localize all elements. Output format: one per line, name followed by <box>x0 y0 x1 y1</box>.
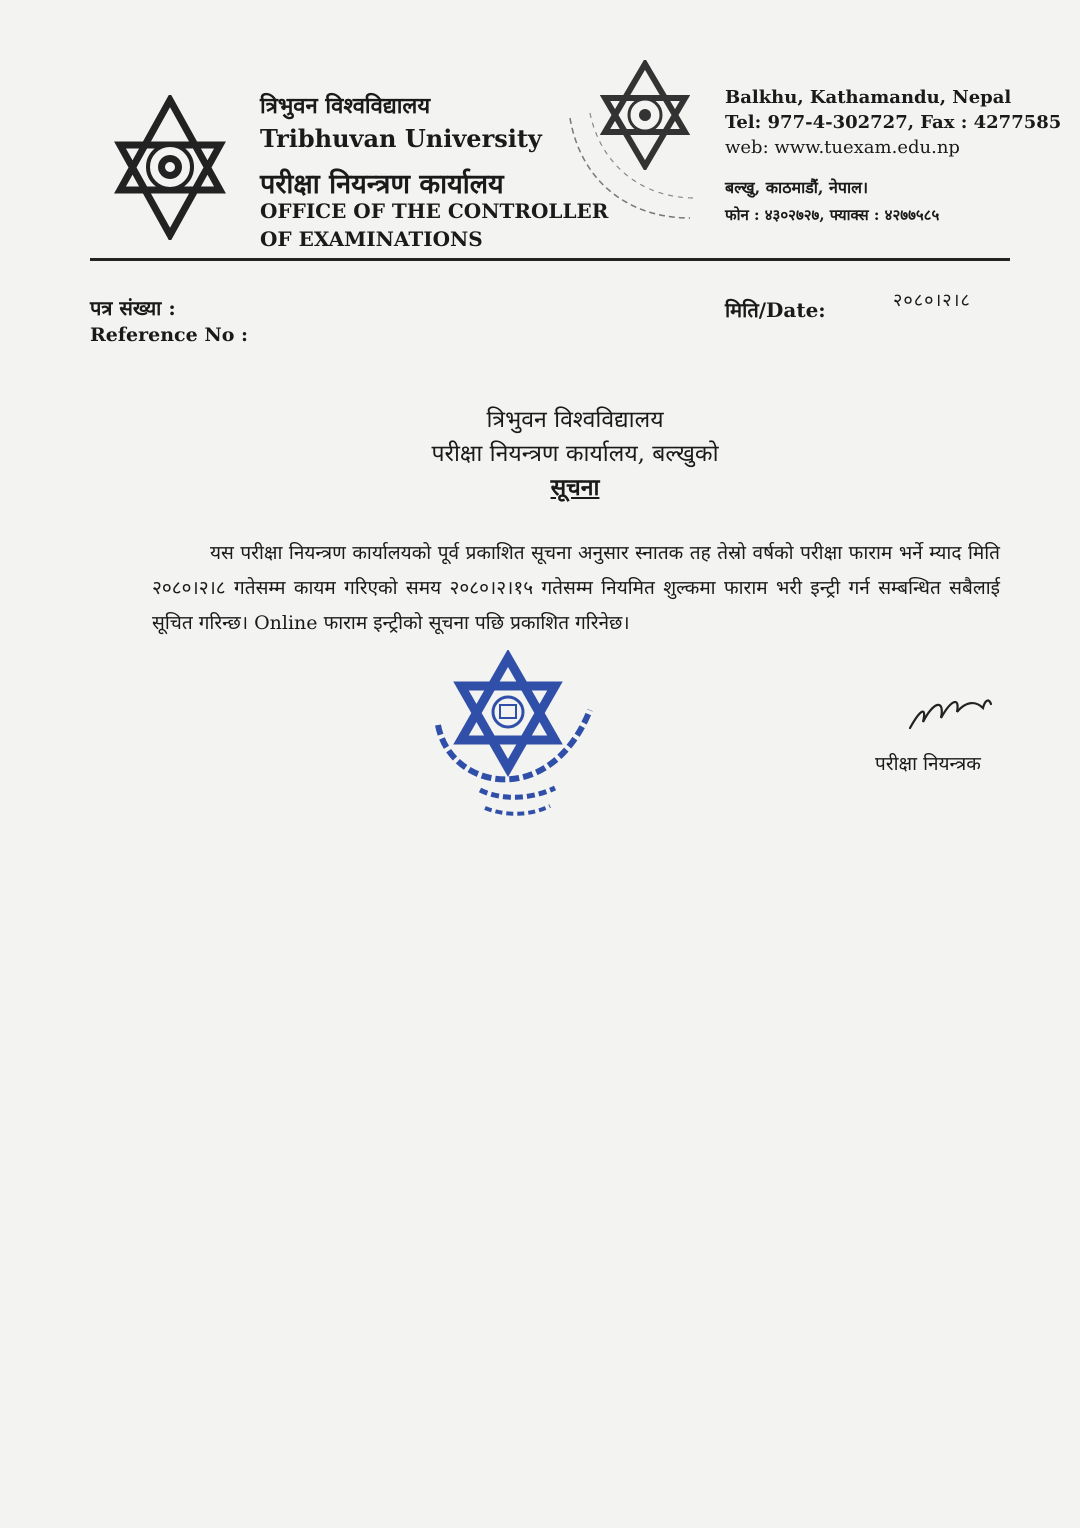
tribhuvan-university-logo-icon <box>110 95 230 240</box>
signatory-title: परीक्षा नियन्त्रक <box>875 753 981 775</box>
address-en: Balkhu, Kathamandu, Nepal <box>725 87 1012 108</box>
address-ne: बल्खु, काठमाडौं, नेपाल। <box>725 178 869 197</box>
reference-label-en: Reference No : <box>90 324 248 346</box>
office-name-en-line1: OFFICE OF THE CONTROLLER <box>260 199 609 223</box>
college-stamp-icon <box>430 650 595 820</box>
office-name-ne: परीक्षा नियन्त्रण कार्यालय <box>260 169 504 200</box>
university-name-en: Tribhuvan University <box>260 124 542 153</box>
reference-label-ne: पत्र संख्या : <box>90 296 176 320</box>
website: web: www.tuexam.edu.np <box>725 137 960 158</box>
header-divider <box>90 258 1010 261</box>
notice-heading-office: परीक्षा नियन्त्रण कार्यालय, बल्खुको <box>431 441 719 467</box>
university-name-ne: त्रिभुवन विश्वविद्यालय <box>260 93 431 119</box>
tel-fax-en: Tel: 977-4-302727, Fax : 4277585 <box>725 112 1062 133</box>
date-value: २०८०।२।८ <box>893 290 971 311</box>
signature-icon <box>905 690 995 735</box>
notice-heading-university: त्रिभुवन विश्वविद्यालय <box>486 407 664 433</box>
notice-title: सूचना <box>550 474 600 501</box>
office-name-en-line2: OF EXAMINATIONS <box>260 227 483 251</box>
office-stamp-icon <box>555 108 700 233</box>
date-label: मिति/Date: <box>725 298 826 322</box>
phone-ne: फोन : ४३०२७२७, फ्याक्स : ४२७७५८५ <box>725 206 940 224</box>
notice-body: यस परीक्षा नियन्त्रण कार्यालयको पूर्व प्रकाशित सूचना अनुसार स्नातक तह तेस्रो वर्षको परीक्षा फाराम भर्ने म्याद मिति २०८०।२।८ गतेसम्म कायम गरिएको समय २०८०।२।१५ गतेसम्म नियमित शुल्कमा फाराम भरी इन्ट्री गर्न सम्बन्धित सबैलाई सूचित गरिन्छ। Online फाराम इन्ट्रीको सूचना पछि प्रकाशित गरिनेछ। <box>152 542 1000 634</box>
